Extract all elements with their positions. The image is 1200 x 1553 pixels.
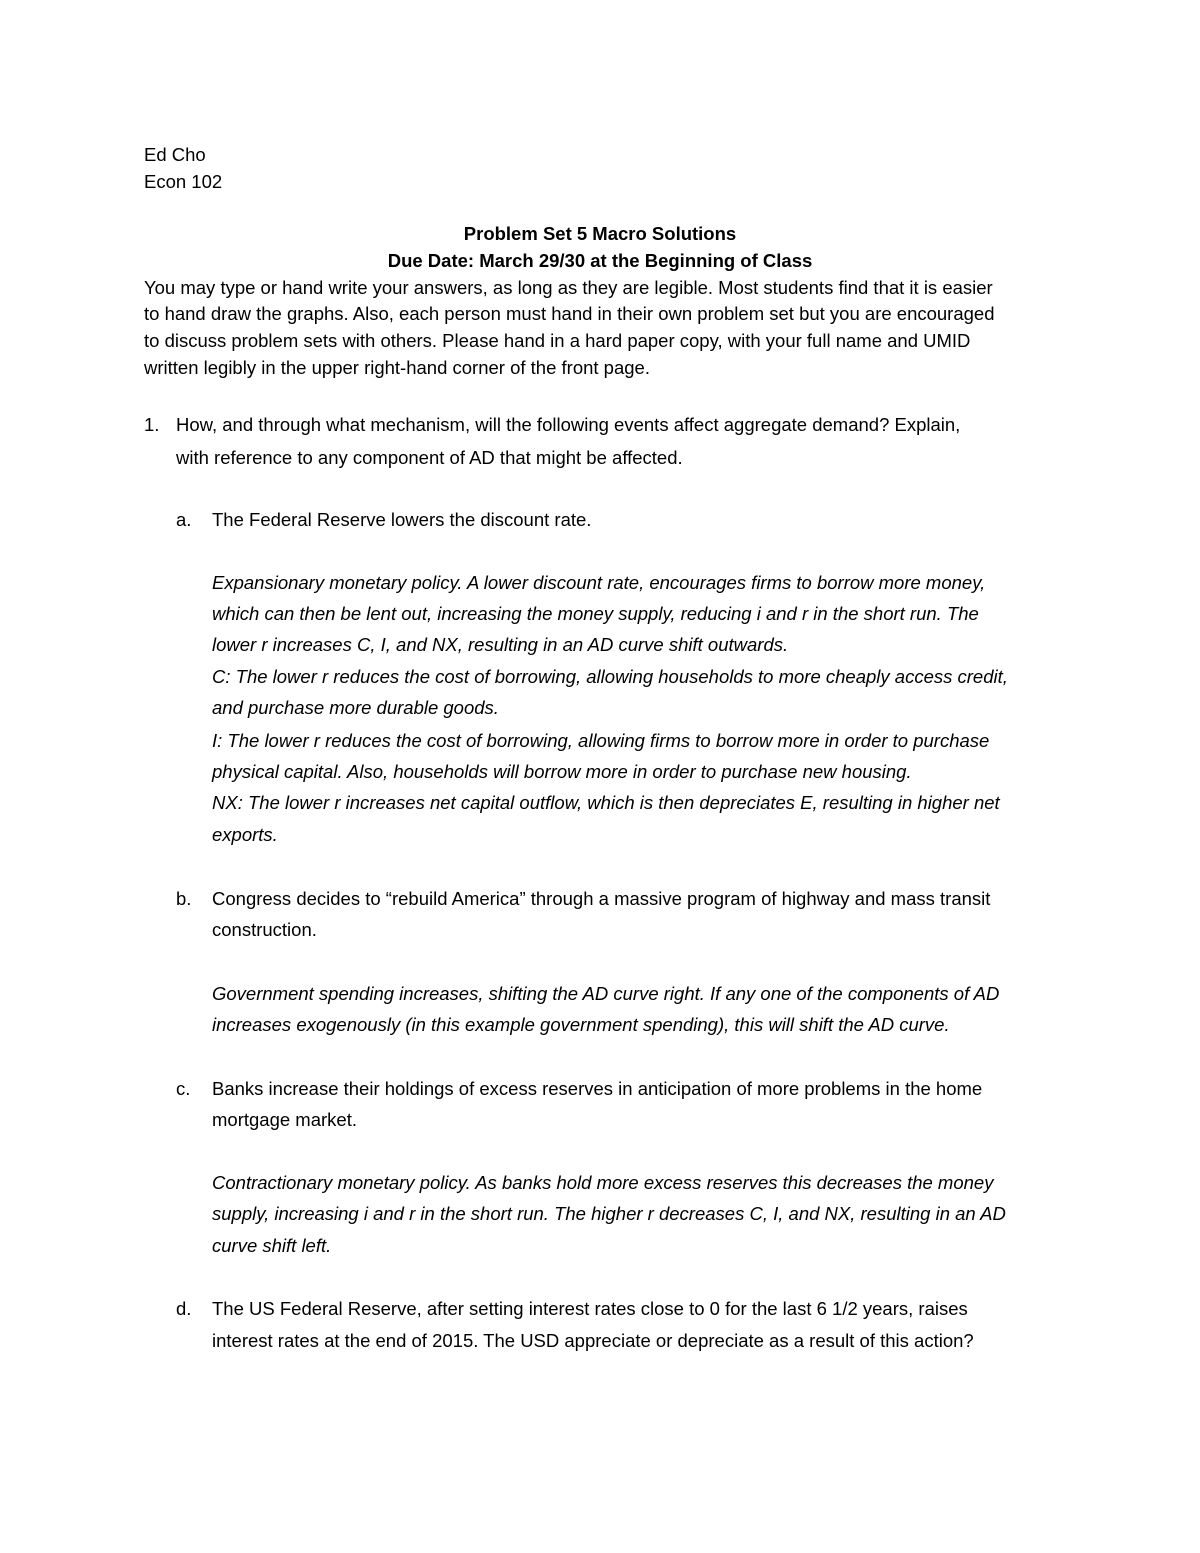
- due-date: Due Date: March 29/30 at the Beginning of Class: [387, 250, 813, 271]
- intro-line: You may type or hand write your answers, as long as they are legible. Most students find that it is easier: [144, 277, 993, 298]
- course-name: Econ 102: [144, 171, 223, 192]
- part-letter: a.: [176, 509, 192, 530]
- question-text-line: How, and through what mechanism, will the following events affect aggregate demand? Explain,: [176, 414, 961, 435]
- answer-line: increases exogenously (in this example government spending), this will shift the AD curve.: [212, 1014, 950, 1035]
- part-question-line: Banks increase their holdings of excess reserves in anticipation of more problems in the home: [212, 1078, 983, 1099]
- answer-line: I: The lower r reduces the cost of borrowing, allowing firms to borrow more in order to purchase: [212, 730, 990, 751]
- answer-line: and purchase more durable goods.: [212, 697, 499, 718]
- answer-line: exports.: [212, 824, 278, 845]
- part-letter: b.: [176, 888, 192, 909]
- part-question-line: construction.: [212, 919, 317, 940]
- part-letter: c.: [176, 1078, 191, 1099]
- author-name: Ed Cho: [144, 144, 206, 165]
- part-question-line: interest rates at the end of 2015. The USD appreciate or depreciate as a result of this action?: [212, 1330, 974, 1351]
- answer-line: lower r increases C, I, and NX, resulting in an AD curve shift outwards.: [212, 634, 789, 655]
- answer-line: curve shift left.: [212, 1235, 332, 1256]
- question-text-line: with reference to any component of AD that might be affected.: [176, 447, 683, 468]
- part-letter: d.: [176, 1298, 192, 1319]
- answer-line: Expansionary monetary policy. A lower discount rate, encourages firms to borrow more money,: [212, 572, 986, 593]
- part-question-line: mortgage market.: [212, 1109, 357, 1130]
- answer-line: which can then be lent out, increasing the money supply, reducing i and r in the short run. The: [212, 603, 979, 624]
- answer-line: Contractionary monetary policy. As banks hold more excess reserves this decreases the money: [212, 1172, 994, 1193]
- part-question-line: The US Federal Reserve, after setting interest rates close to 0 for the last 6 1/2 years, raises: [212, 1298, 968, 1319]
- part-question-line: Congress decides to “rebuild America” through a massive program of highway and mass transit: [212, 888, 991, 909]
- question-number: 1.: [144, 414, 160, 435]
- answer-line: NX: The lower r increases net capital outflow, which is then depreciates E, resulting in higher net: [212, 792, 1000, 813]
- document-title: Problem Set 5 Macro Solutions: [463, 223, 737, 244]
- answer-line: Government spending increases, shifting the AD curve right. If any one of the components of AD: [212, 983, 1000, 1004]
- intro-line: to hand draw the graphs. Also, each person must hand in their own problem set but you are encouraged: [144, 303, 995, 324]
- intro-line: written legibly in the upper right-hand corner of the front page.: [144, 357, 650, 378]
- answer-line: C: The lower r reduces the cost of borrowing, allowing households to more cheaply access credit,: [212, 666, 1008, 687]
- part-question-line: The Federal Reserve lowers the discount rate.: [212, 509, 592, 530]
- intro-line: to discuss problem sets with others. Please hand in a hard paper copy, with your full name and UMID: [144, 330, 971, 351]
- answer-line: supply, increasing i and r in the short run. The higher r decreases C, I, and NX, resulting in an AD: [212, 1203, 1006, 1224]
- answer-line: physical capital. Also, households will borrow more in order to purchase new housing.: [212, 761, 912, 782]
